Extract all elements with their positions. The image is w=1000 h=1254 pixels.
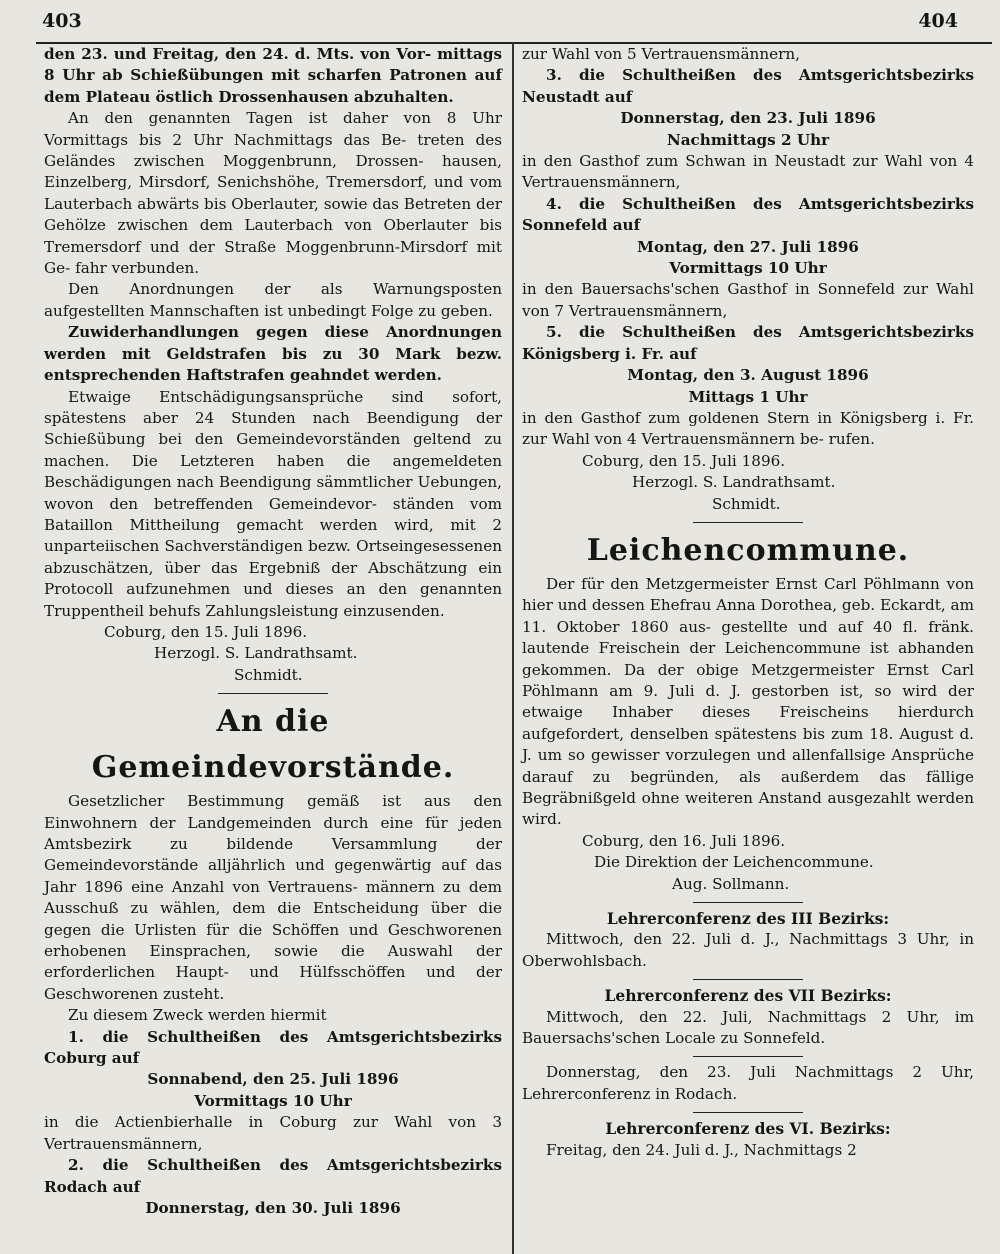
left-date: Coburg, den 15. Juli 1896. xyxy=(104,622,308,641)
right-date-2: Coburg, den 16. Juli 1896. xyxy=(582,831,786,850)
conference-1-title: Lehrerconferenz des III Bezirks: xyxy=(606,909,890,929)
left-item-1-date: Sonnabend, den 25. Juli 1896 xyxy=(147,1070,399,1089)
right-item-5: 5. die Schultheißen des Amtsgerichtsbezirks Königsberg i. Fr. auf xyxy=(522,323,974,363)
right-divider-2 xyxy=(693,902,803,903)
right-item-4-place: in den Bauersachs'schen Gasthof in Sonnefeld zur Wahl von 7 Vertrauensmännern, xyxy=(522,280,974,320)
right-item-3-place: in den Gasthof zum Schwan in Neustadt zur Wahl von 4 Vertrauensmännern, xyxy=(522,152,974,192)
right-item-4-date: Montag, den 27. Juli 1896 xyxy=(637,237,859,256)
left-paragraph-1: den 23. und Freitag, den 24. d. Mts. von Vor- mittags 8 Uhr ab Schießübungen mit scharfen Patronen auf dem Plateau östlich Drossenhausen abzuhalten. xyxy=(44,45,502,106)
conference-3-text: Donnerstag, den 23. Juli Nachmittags 2 Uhr, Lehrerconferenz in Rodach. xyxy=(522,1063,974,1103)
right-office: Herzogl. S. Landrathsamt. xyxy=(632,473,836,492)
left-item-1: 1. die Schultheißen des Amtsgerichtsbezirks Coburg auf xyxy=(44,1027,502,1068)
right-column xyxy=(522,44,974,1161)
right-signer-2: Aug. Sollmann. xyxy=(672,874,790,893)
conference-1-text: Mittwoch, den 22. Juli d. J., Nachmittags 3 Uhr, in Oberwohlsbach. xyxy=(522,930,974,970)
left-item-2-date: Donnerstag, den 30. Juli 1896 xyxy=(145,1198,401,1217)
left-item-1-time: Vormittags 10 Uhr xyxy=(194,1091,352,1110)
conference-4-text: Freitag, den 24. Juli d. J., Nachmittags 2 xyxy=(546,1140,857,1159)
left-paragraph-2: An den genannten Tagen ist daher von 8 Uhr Vormittags bis 2 Uhr Nachmittags das Be- treten des Geländes zwischen Moggenbrunn, Drossen- hausen, Einzelberg, Mirsdorf, Senichshöhe, Tremersdorf, und vom Lauterbach abwärts bis Oberlauter, sowie das Betreten der Gehölze zwischen dem Lauterbach von Oberlauter bis Tremersdorf und der Straße Moggenbrunn-Mirsdorf mit Ge- fahr verbunden. xyxy=(44,109,502,278)
left-paragraph-4: Zuwiderhandlungen gegen diese Anordnungen werden mit Geldstrafen bis zu 30 Mark bezw. entsprechenden Haftstrafen geahndet werden. xyxy=(44,323,502,385)
conference-2-title: Lehrerconferenz des VII Bezirks: xyxy=(604,986,892,1006)
left-paragraph-7: Zu diesem Zweck werden hiermit xyxy=(68,1006,327,1025)
right-divider-5 xyxy=(693,1112,803,1113)
left-signer: Schmidt. xyxy=(234,665,303,684)
left-divider-1 xyxy=(218,693,328,694)
conference-4-title: Lehrerconferenz des VI. Bezirks: xyxy=(605,1119,891,1139)
right-paragraph-1: Der für den Metzgermeister Ernst Carl Pöhlmann von hier und dessen Ehefrau Anna Dorothea, geb. Eckardt, am 11. Oktober 1860 aus- gestellte und auf 40 fl. fränk. lautende Freischein der Leichencommune ist abhanden gekommen. Da der obige Metzgermeister Ernst Carl Pöhlmann am 9. Juli d. J. gestorben ist, so wird der etwaige Inhaber dieses Freischeins hierdurch aufgefordert, denselben spätestens bis zum 18. August d. J. um so gewisser vorzulegen und allenfallsige Ansprüche darauf zu begründen, als außerdem das fällige Begräbnißgeld ohne weiteren Anstand ausgezahlt werden wird. xyxy=(522,574,974,829)
left-column xyxy=(44,44,502,1219)
column-divider xyxy=(512,42,514,1254)
right-item-5-place: in den Gasthof zum goldenen Stern in Königsberg i. Fr. zur Wahl von 4 Vertrauensmännern be- rufen. xyxy=(522,408,974,449)
right-item-3: 3. die Schultheißen des Amtsgerichtsbezirks Neustadt auf xyxy=(522,66,974,106)
left-item-2: 2. die Schultheißen des Amtsgerichtsbezirks Rodach auf xyxy=(44,1156,502,1196)
page-number-left: 403 xyxy=(42,10,82,32)
left-paragraph-6: Gesetzlicher Bestimmung gemäß ist aus den Einwohnern der Landgemeinden durch eine für jeden Amtsbezirk zu bildende Versammlung der Gemeindevorstände alljährlich und gegenwärtig auf das Jahr 1896 eine Anzahl von Vertrauens- männern zu dem Ausschuß zu wählen, dem die Entscheidung über die gegen die Urlisten für die Schöffen und Geschworenen erhobenen Einsprachen, sowie die Auswahl der erforderlichen Haupt- und Hülfsschöffen und der Geschworenen zusteht. xyxy=(44,792,502,1003)
right-item-4-time: Vormittags 10 Uhr xyxy=(669,259,827,278)
right-item-3-date: Donnerstag, den 23. Juli 1896 xyxy=(620,109,876,128)
right-item-5-date: Montag, den 3. August 1896 xyxy=(627,366,869,385)
right-divider-1 xyxy=(693,522,803,523)
right-office-2: Die Direktion der Leichencommune. xyxy=(594,853,874,872)
left-office: Herzogl. S. Landrathsamt. xyxy=(154,644,358,663)
right-date: Coburg, den 15. Juli 1896. xyxy=(582,451,786,470)
left-paragraph-3: Den Anordnungen der als Warnungsposten aufgestellten Mannschaften ist unbedingt Folge zu geben. xyxy=(44,280,502,320)
right-line-0: zur Wahl von 5 Vertrauensmännern, xyxy=(522,45,800,63)
conference-2-text: Mittwoch, den 22. Juli, Nachmittags 2 Uhr, im Bauersachs'schen Locale zu Sonnefeld. xyxy=(522,1007,974,1048)
right-heading: Leichencommune. xyxy=(586,532,910,568)
page-number-right: 404 xyxy=(918,10,958,32)
left-paragraph-5: Etwaige Entschädigungsansprüche sind sofort, spätestens aber 24 Stunden nach Beendigung der Schießübung bei den Gemeindevorständen geltend zu machen. Die Letzteren haben die angemeldeten Beschädigungen nach Beendigung sämmtlicher Uebungen, wovon den betreffenden Gemeindevor- ständen vom Bataillon Mittheilung gemacht werden wird, mit 2 unparteiischen Sachverständigen bezw. Ortseingesessenen abzuschätzen, über das Ergebniß der Abschätzung ein Protocoll aufzunehmen und dieses an den genannten Truppentheil behufs Zahlungsleistung einzusenden. xyxy=(44,387,502,620)
right-divider-4 xyxy=(693,1056,803,1057)
right-signer: Schmidt. xyxy=(712,494,781,513)
left-heading: An die Gemeindevorstände. xyxy=(91,704,455,786)
right-item-5-time: Mittags 1 Uhr xyxy=(688,387,808,406)
right-item-4: 4. die Schultheißen des Amtsgerichtsbezirks Sonnefeld auf xyxy=(522,194,974,235)
left-item-1-place: in die Actienbierhalle in Coburg zur Wahl von 3 Vertrauensmännern, xyxy=(44,1113,502,1153)
right-divider-3 xyxy=(693,979,803,980)
right-item-3-time: Nachmittags 2 Uhr xyxy=(666,130,830,149)
